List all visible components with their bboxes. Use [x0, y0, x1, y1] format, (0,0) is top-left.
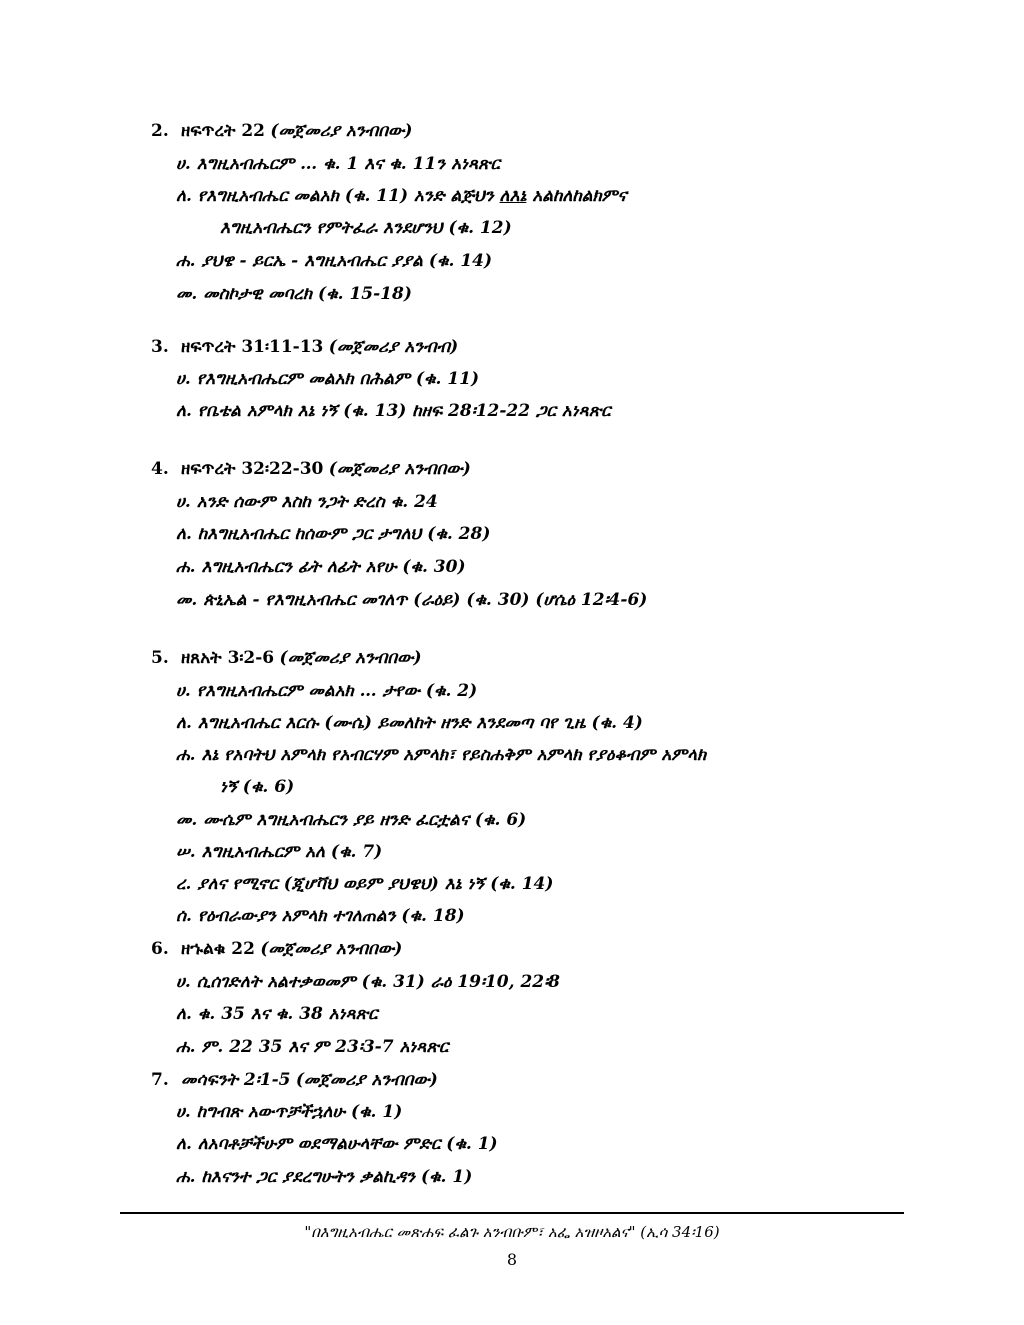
footer-quote: "በእግዚአብሔር መጽሐፍ ፈልጉ አንብቡም፣ አፌ አዝዞአልና" (ኢሳ 34፡16): [304, 1223, 720, 1241]
list-item: ሀ. ሲሰገድለት አልተቃወመም (ቁ. 31) ራዕ 19፡10, 22፡8: [176, 972, 560, 992]
list-item: ሐ. እግዚአብሔርን ፊት ለፊት አየሁ (ቁ. 30): [176, 557, 466, 577]
list-item: መ. መስኮታዊ መባረክ (ቁ. 15-18): [176, 284, 412, 304]
section-note: (መጀመሪያ አንብበው): [328, 459, 471, 479]
section-reference: ዘፍጥረት 32፡22-30: [181, 459, 324, 479]
list-item: መ. ጵኒኤል - የእግዚአብሔር መገለጥ (ራዕይ) (ቁ. 30) (ሆሴዕ 12፡4-6): [176, 590, 648, 610]
section-reference: ዘፍጥረት 31፡11-13: [181, 337, 324, 357]
list-item: ሐ. እኔ የአባትህ አምላክ የአብርሃም አምላክ፣ የይስሐቅም አምላክ የያዕቆብም አምላክ: [176, 745, 707, 765]
section-note: (መጀመሪያ አንብበው): [279, 648, 422, 668]
section-number: 7.: [151, 1070, 169, 1090]
section-note: (መጀመሪያ አንብብ): [328, 337, 459, 357]
list-item-continuation: እግዚአብሔርን የምትፈራ እንደሆንህ (ቁ. 12): [220, 218, 512, 238]
section-number: 5.: [151, 648, 169, 668]
section-heading: [151, 119, 412, 143]
footer-divider: [120, 1212, 904, 1214]
section-reference: መሳፍንት 2፡1-5: [181, 1070, 291, 1090]
section-heading: [151, 646, 422, 670]
section-reference: ዘኁልቁ 22: [181, 939, 255, 959]
section-heading: [151, 937, 402, 961]
list-item: ሐ. ያህዌ - ይርኤ - እግዚአብሔር ያያል (ቁ. 14): [176, 251, 493, 271]
section-heading: [151, 457, 471, 481]
list-item: ሀ. የእግዚአብሔርም መልአክ በሕልም (ቁ. 11): [176, 369, 480, 389]
section-note: (መጀመሪያ አንብበው): [270, 121, 413, 141]
list-item: ለ. ለአባቶቻችሁም ወደማልሁላቸው ምድር (ቁ. 1): [176, 1134, 498, 1154]
list-item: ሀ. የእግዚአብሔርም መልአክ … ታየው (ቁ. 2): [176, 681, 478, 701]
section-number: 2.: [151, 121, 169, 141]
section-number: 3.: [151, 337, 169, 357]
list-item: ሰ. የዕብራውያን አምላክ ተገለጠልን (ቁ. 18): [176, 906, 465, 926]
list-item: ለ. ከእግዚአብሔር ከሰውም ጋር ታግለህ (ቁ. 28): [176, 524, 491, 544]
list-item: [176, 184, 627, 208]
section-number: 4.: [151, 459, 169, 479]
section-note: (መጀመሪያ አንብበው): [260, 939, 403, 959]
list-item: ሀ. አንድ ሰውም እስከ ንጋት ድረስ ቁ. 24: [176, 492, 438, 512]
section-reference: ዘፍጥረት 22: [181, 121, 265, 141]
list-item: ሐ. ከእናንተ ጋር ያደረግሁትን ቃልኪዳን (ቁ. 1): [176, 1167, 473, 1187]
underlined-word: ለእኔ: [499, 186, 527, 206]
list-item: መ. ሙሴም እግዚአብሔርን ያይ ዘንድ ፈርቷልና (ቁ. 6): [176, 810, 527, 830]
section-note: (መጀመሪያ አንብበው): [295, 1070, 438, 1090]
list-item: ለ. ቁ. 35 እና ቁ. 38 አነጻጽር: [176, 1004, 378, 1024]
section-heading: [151, 1068, 438, 1092]
list-item: ሀ. ከግብጽ አውጥቻችኋለሁ (ቁ. 1): [176, 1102, 403, 1122]
list-item-continuation: ነኝ (ቁ. 6): [220, 777, 295, 797]
section-number: 6.: [151, 939, 169, 959]
page-number: 8: [506, 1250, 518, 1269]
section-reference: ዘጸአት 3፡2-6: [181, 648, 275, 668]
list-item-text: አልከለከልክምና: [526, 186, 627, 206]
list-item: ረ. ያለና የሚኖር (ጂሆቫህ ወይም ያህዌህ) እኔ ነኝ (ቁ. 14): [176, 874, 554, 894]
list-item: ሀ. እግዚአብሔርም … ቁ. 1 እና ቁ. 11ን አነጻጽር: [176, 154, 500, 174]
list-item: ሠ. እግዚአብሔርም አለ (ቁ. 7): [176, 842, 383, 862]
section-heading: [151, 335, 458, 359]
list-item: ሐ. ም. 22 35 እና ም 23፡3-7 አነጻጽር: [176, 1037, 449, 1057]
list-item-text: ለ. የእግዚአብሔር መልአክ (ቁ. 11) አንድ ልጅህን: [176, 186, 500, 206]
list-item: ለ. የቤቴል አምላክ እኔ ነኝ (ቁ. 13) ከዘፍ 28፡12-22 ጋር አነጻጽር: [176, 401, 611, 421]
list-item: ለ. እግዚአብሔር እርሱ (ሙሴ) ይመለከት ዘንድ እንደመጣ ባየ ጊዜ (ቁ. 4): [176, 713, 643, 733]
